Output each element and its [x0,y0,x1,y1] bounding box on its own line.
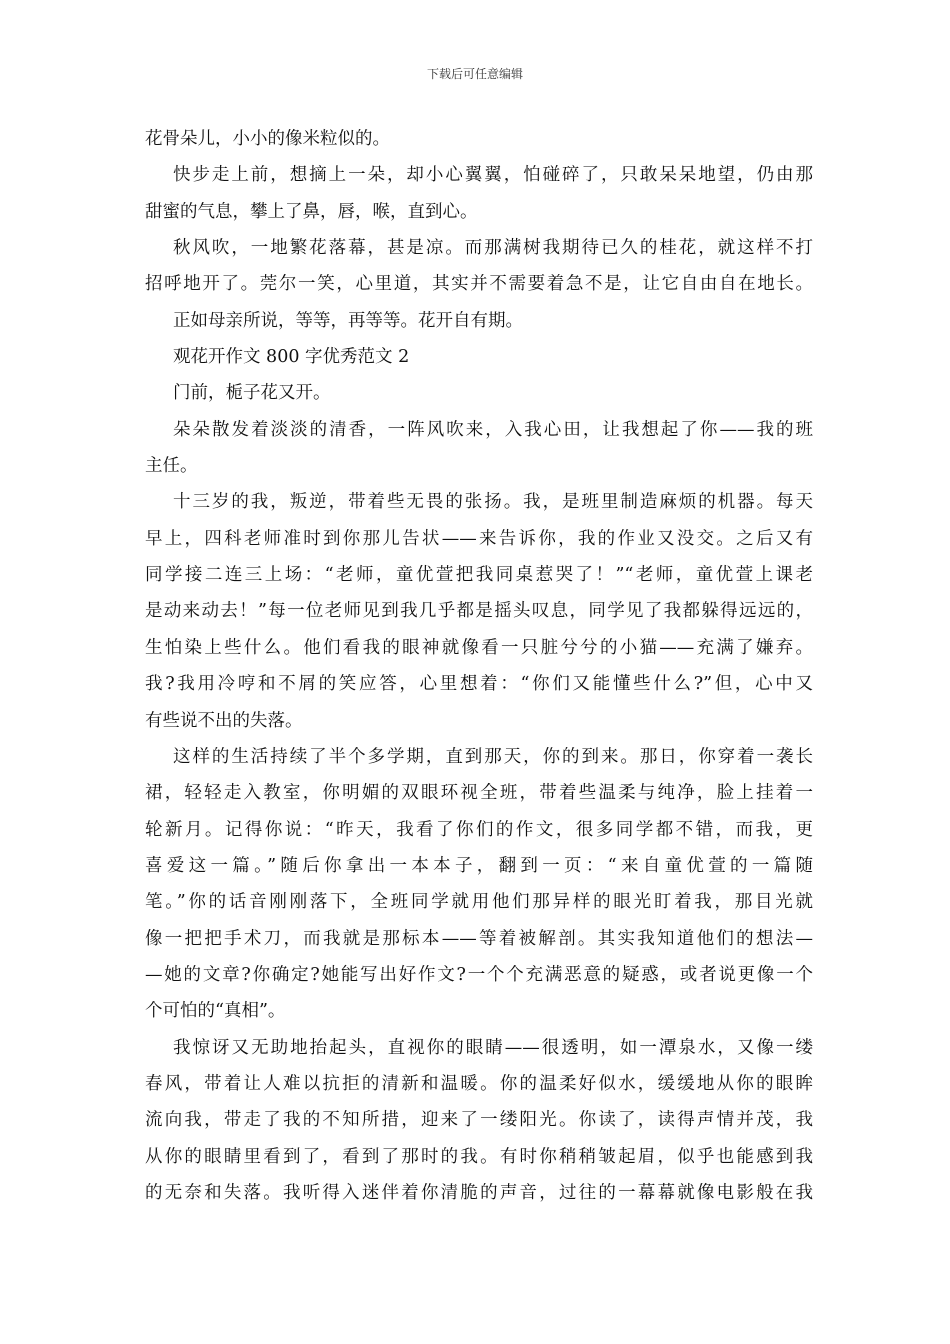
text-line: 春风，带着让人难以抗拒的清新和温暖。你的温柔好似水，缓缓地从你的眼眸 [145,1073,813,1094]
text-line: —她的文章?你确定?她能写出好作文?一个个充满恶意的疑惑，或者说更像一个 [145,964,813,985]
text-line: 十三岁的我，叛逆，带着些无畏的张扬。我，是班里制造麻烦的机器。每天 [173,492,813,513]
text-line: 秋风吹，一地繁花落幕，甚是凉。而那满树我期待已久的桂花，就这样不打 [173,238,813,259]
text-line: 招呼地开了。莞尔一笑，心里道，其实并不需要着急不是，让它自由自在地长。 [145,274,813,295]
text-line: 我惊讶又无助地抬起头，直视你的眼睛——很透明，如一潭泉水，又像一缕 [173,1037,813,1058]
text-line: 轮新月。记得你说：“昨天，我看了你们的作文，很多同学都不错，而我，更 [145,819,813,840]
text-line: 流向我，带走了我的不知所措，迎来了一缕阳光。你读了，读得声情并茂，我 [145,1110,813,1131]
page-header: 下载后可任意编辑 [426,67,523,81]
text-line: 观花开作文 800 字优秀范文 2 [173,347,410,368]
text-line: 朵朵散发着淡淡的清香，一阵风吹来，入我心田，让我想起了你——我的班 [173,419,813,440]
text-line: 像一把把手术刀，而我就是那标本——等着被解剖。其实我知道他们的想法— [145,928,813,949]
text-line: 花骨朵儿，小小的像米粒似的。 [145,129,390,149]
text-line: 从你的眼睛里看到了，看到了那时的我。有时你稍稍皱起眉，似乎也能感到我 [145,1146,813,1167]
text-line: 甜蜜的气息，攀上了鼻，唇，喉，直到心。 [145,201,478,222]
text-line: 笔。”你的话音刚刚落下，全班同学就用他们那异样的眼光盯着我，那目光就 [145,892,813,913]
document-body [145,121,813,1211]
text-line: 生怕染上些什么。他们看我的眼神就像看一只脏兮兮的小猫——充满了嫌弃。 [145,637,813,658]
text-line: 的无奈和失落。我听得入迷伴着你清脆的声音，过往的一幕幕就像电影般在我 [145,1182,813,1203]
text-line: 有些说不出的失落。 [145,710,303,731]
text-line: 正如母亲所说，等等，再等等。花开自有期。 [173,310,523,331]
text-line: 裙，轻轻走入教室，你明媚的双眼环视全班，带着些温柔与纯净，脸上挂着一 [145,783,813,804]
text-line: 快步走上前，想摘上一朵，却小心翼翼，怕碰碎了，只敢呆呆地望，仍由那 [173,165,813,186]
text-line: 是动来动去！”每一位老师见到我几乎都是摇头叹息，同学见了我都躲得远远的， [145,601,813,622]
text-line: 同学接二连三上场：“老师，童优萱把我同桌惹哭了！”“老师，童优萱上课老 [145,565,813,586]
text-line: 主任。 [145,456,198,477]
text-line: 早上，四科老师准时到你那儿告状——来告诉你，我的作业又没交。之后又有 [145,528,813,549]
text-line: 喜爱这一篇。”随后你拿出一本本子，翻到一页：“来自童优萱的一篇随 [145,855,813,876]
text-line: 门前，栀子花又开。 [173,383,331,404]
text-line: 我?我用冷哼和不屑的笑应答，心里想着：“你们又能懂些什么?”但，心中又 [145,674,813,695]
text-line: 这样的生活持续了半个多学期，直到那天，你的到来。那日，你穿着一袭长 [173,746,813,767]
text-line: 个可怕的“真相”。 [145,1001,286,1022]
